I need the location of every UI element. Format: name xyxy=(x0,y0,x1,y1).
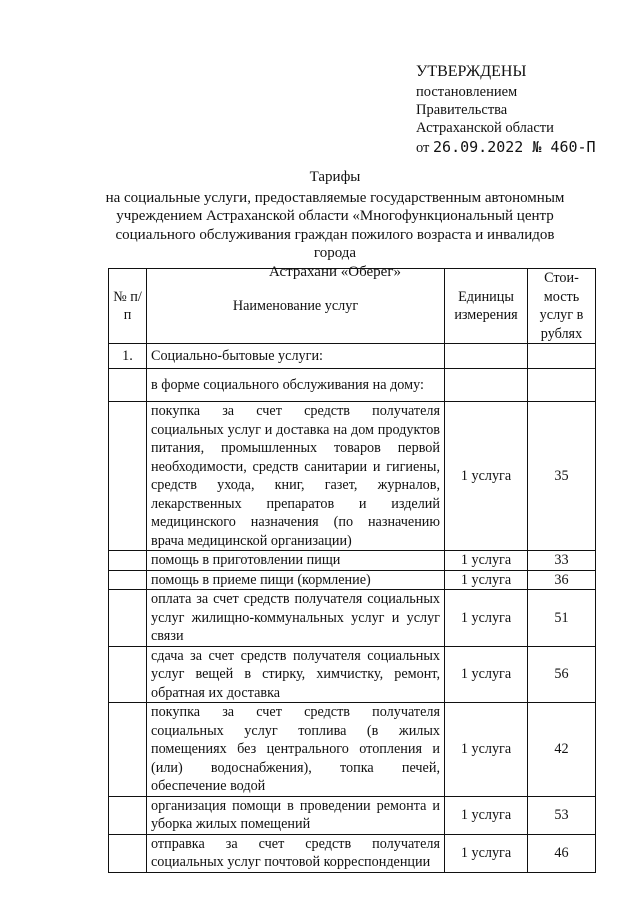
header-name: Наименование услуг xyxy=(147,269,445,344)
row-name: отправка за счет средств получателя социальных услуг почтовой корреспонденции xyxy=(147,834,445,872)
table-row xyxy=(109,646,596,703)
approval-block xyxy=(416,62,626,157)
row-cost: 42 xyxy=(528,703,596,797)
table-header-row xyxy=(109,269,596,344)
table-row xyxy=(109,344,596,369)
row-num xyxy=(109,551,147,571)
row-num xyxy=(109,646,147,703)
row-name: в форме социального обслуживания на дому: xyxy=(147,369,445,402)
row-num: 1. xyxy=(109,344,147,369)
table-row xyxy=(109,570,596,590)
row-num xyxy=(109,590,147,647)
title-word: Тарифы xyxy=(309,169,361,185)
approval-line-resolution: постановлением xyxy=(416,84,518,100)
row-unit: 1 услуга xyxy=(445,590,528,647)
row-unit: 1 услуга xyxy=(445,703,528,797)
table-row xyxy=(109,402,596,551)
row-name: организация помощи в проведении ремонта и уборка жилых помещений xyxy=(147,796,445,834)
row-cost: 53 xyxy=(528,796,596,834)
title-line-2: учреждением Астраханской области «Многофункциональный центр xyxy=(116,208,554,224)
table-row xyxy=(109,834,596,872)
table-row xyxy=(109,590,596,647)
header-unit: Единицы измерения xyxy=(445,269,528,344)
table-row xyxy=(109,551,596,571)
row-unit: 1 услуга xyxy=(445,402,528,551)
row-name: сдача за счет средств получателя социальных услуг вещей в стирку, химчистку, ремонт, обратная их доставка xyxy=(147,646,445,703)
row-name: помощь в приготовлении пищи xyxy=(147,551,445,571)
row-unit xyxy=(445,369,528,402)
row-unit: 1 услуга xyxy=(445,834,528,872)
row-cost: 35 xyxy=(528,402,596,551)
row-unit xyxy=(445,344,528,369)
row-cost: 36 xyxy=(528,570,596,590)
title-line-1: на социальные услуги, предоставляемые государственным автономным xyxy=(105,189,565,206)
row-cost: 51 xyxy=(528,590,596,647)
row-num xyxy=(109,402,147,551)
table-row xyxy=(109,369,596,402)
approval-heading: УТВЕРЖДЕНЫ xyxy=(416,63,527,80)
row-name: покупка за счет средств получателя социальных услуг топлива (в жилых помещениях без центрального отопления и (или) водоснабжения), топка печей, обеспечение водой xyxy=(147,703,445,797)
row-name: помощь в приеме пищи (кормление) xyxy=(147,570,445,590)
table-row xyxy=(109,703,596,797)
row-num xyxy=(109,703,147,797)
row-num xyxy=(109,369,147,402)
row-cost: 46 xyxy=(528,834,596,872)
row-num xyxy=(109,796,147,834)
title-line-4: Астрахани «Оберег» xyxy=(268,263,401,280)
row-name: Социально-бытовые услуги: xyxy=(147,344,445,369)
row-cost: 33 xyxy=(528,551,596,571)
row-unit: 1 услуга xyxy=(445,570,528,590)
document-title xyxy=(100,168,570,281)
table-row xyxy=(109,796,596,834)
approval-line-government: Правительства xyxy=(416,102,508,118)
approval-line-region: Астраханской области xyxy=(416,120,554,136)
row-num xyxy=(109,834,147,872)
approval-date-prefix: от xyxy=(416,140,430,156)
row-name: оплата за счет средств получателя социальных услуг жилищно-коммунальных услуг и услуг связи xyxy=(147,590,445,647)
title-line-3: социального обслуживания граждан пожилого возраста и инвалидов города xyxy=(115,226,555,261)
row-num xyxy=(109,570,147,590)
header-num: № п/п xyxy=(109,269,147,344)
row-cost xyxy=(528,344,596,369)
tariffs-table xyxy=(108,268,596,873)
approval-date-number: 26.09.2022 № 460-П xyxy=(433,138,596,156)
header-cost: Стои- мость услуг в рублях xyxy=(528,269,596,344)
row-name: покупка за счет средств получателя социальных услуг и доставка на дом продуктов питания, промышленных товаров первой необходимости, средств санитарии и гигиены, средств ухода, книг, газет, журналов, лекарственных препаратов и изделий медицинского назначения (по назначению врача медицинской организации) xyxy=(147,402,445,551)
row-cost xyxy=(528,369,596,402)
row-cost: 56 xyxy=(528,646,596,703)
approval-date-line xyxy=(416,138,626,157)
row-unit: 1 услуга xyxy=(445,796,528,834)
row-unit: 1 услуга xyxy=(445,551,528,571)
row-unit: 1 услуга xyxy=(445,646,528,703)
